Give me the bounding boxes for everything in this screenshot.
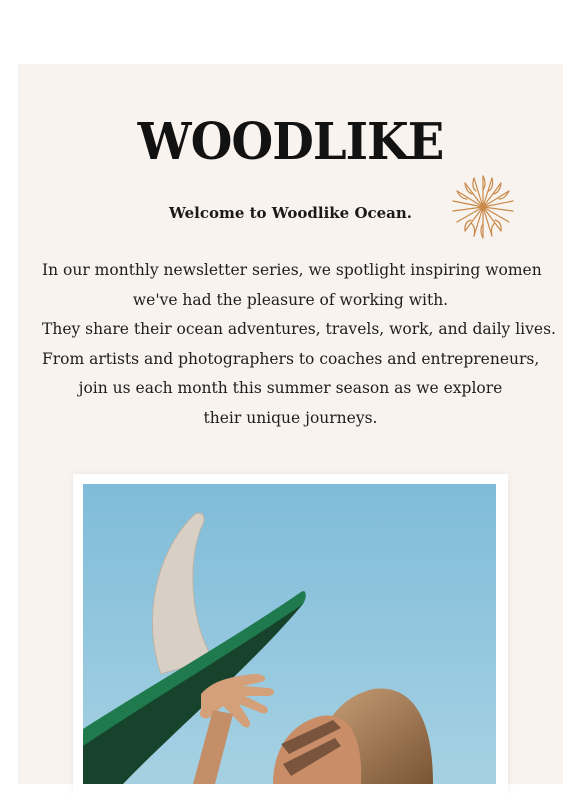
surfer-photo-illustration xyxy=(83,484,496,784)
intro-text xyxy=(42,256,556,433)
photo-frame xyxy=(73,474,508,794)
newsletter-card xyxy=(18,64,563,784)
intro-line: join us each month this summer season as we explore xyxy=(78,379,503,397)
welcome-heading: Welcome to Woodlike Ocean. xyxy=(168,204,413,222)
woodlike-logo[interactable]: WOODLIKE xyxy=(137,112,444,172)
intro-line: They share their ocean adventures, travels, work, and daily lives. xyxy=(42,320,556,338)
intro-line: their unique journeys. xyxy=(203,408,378,427)
surfer-photo[interactable] xyxy=(83,484,496,784)
intro-line: we've had the pleasure of working with. xyxy=(132,290,449,309)
intro-line: From artists and photographers to coaches and entrepreneurs, xyxy=(42,349,540,368)
intro-line: In our monthly newsletter series, we spotlight inspiring women xyxy=(42,261,542,279)
